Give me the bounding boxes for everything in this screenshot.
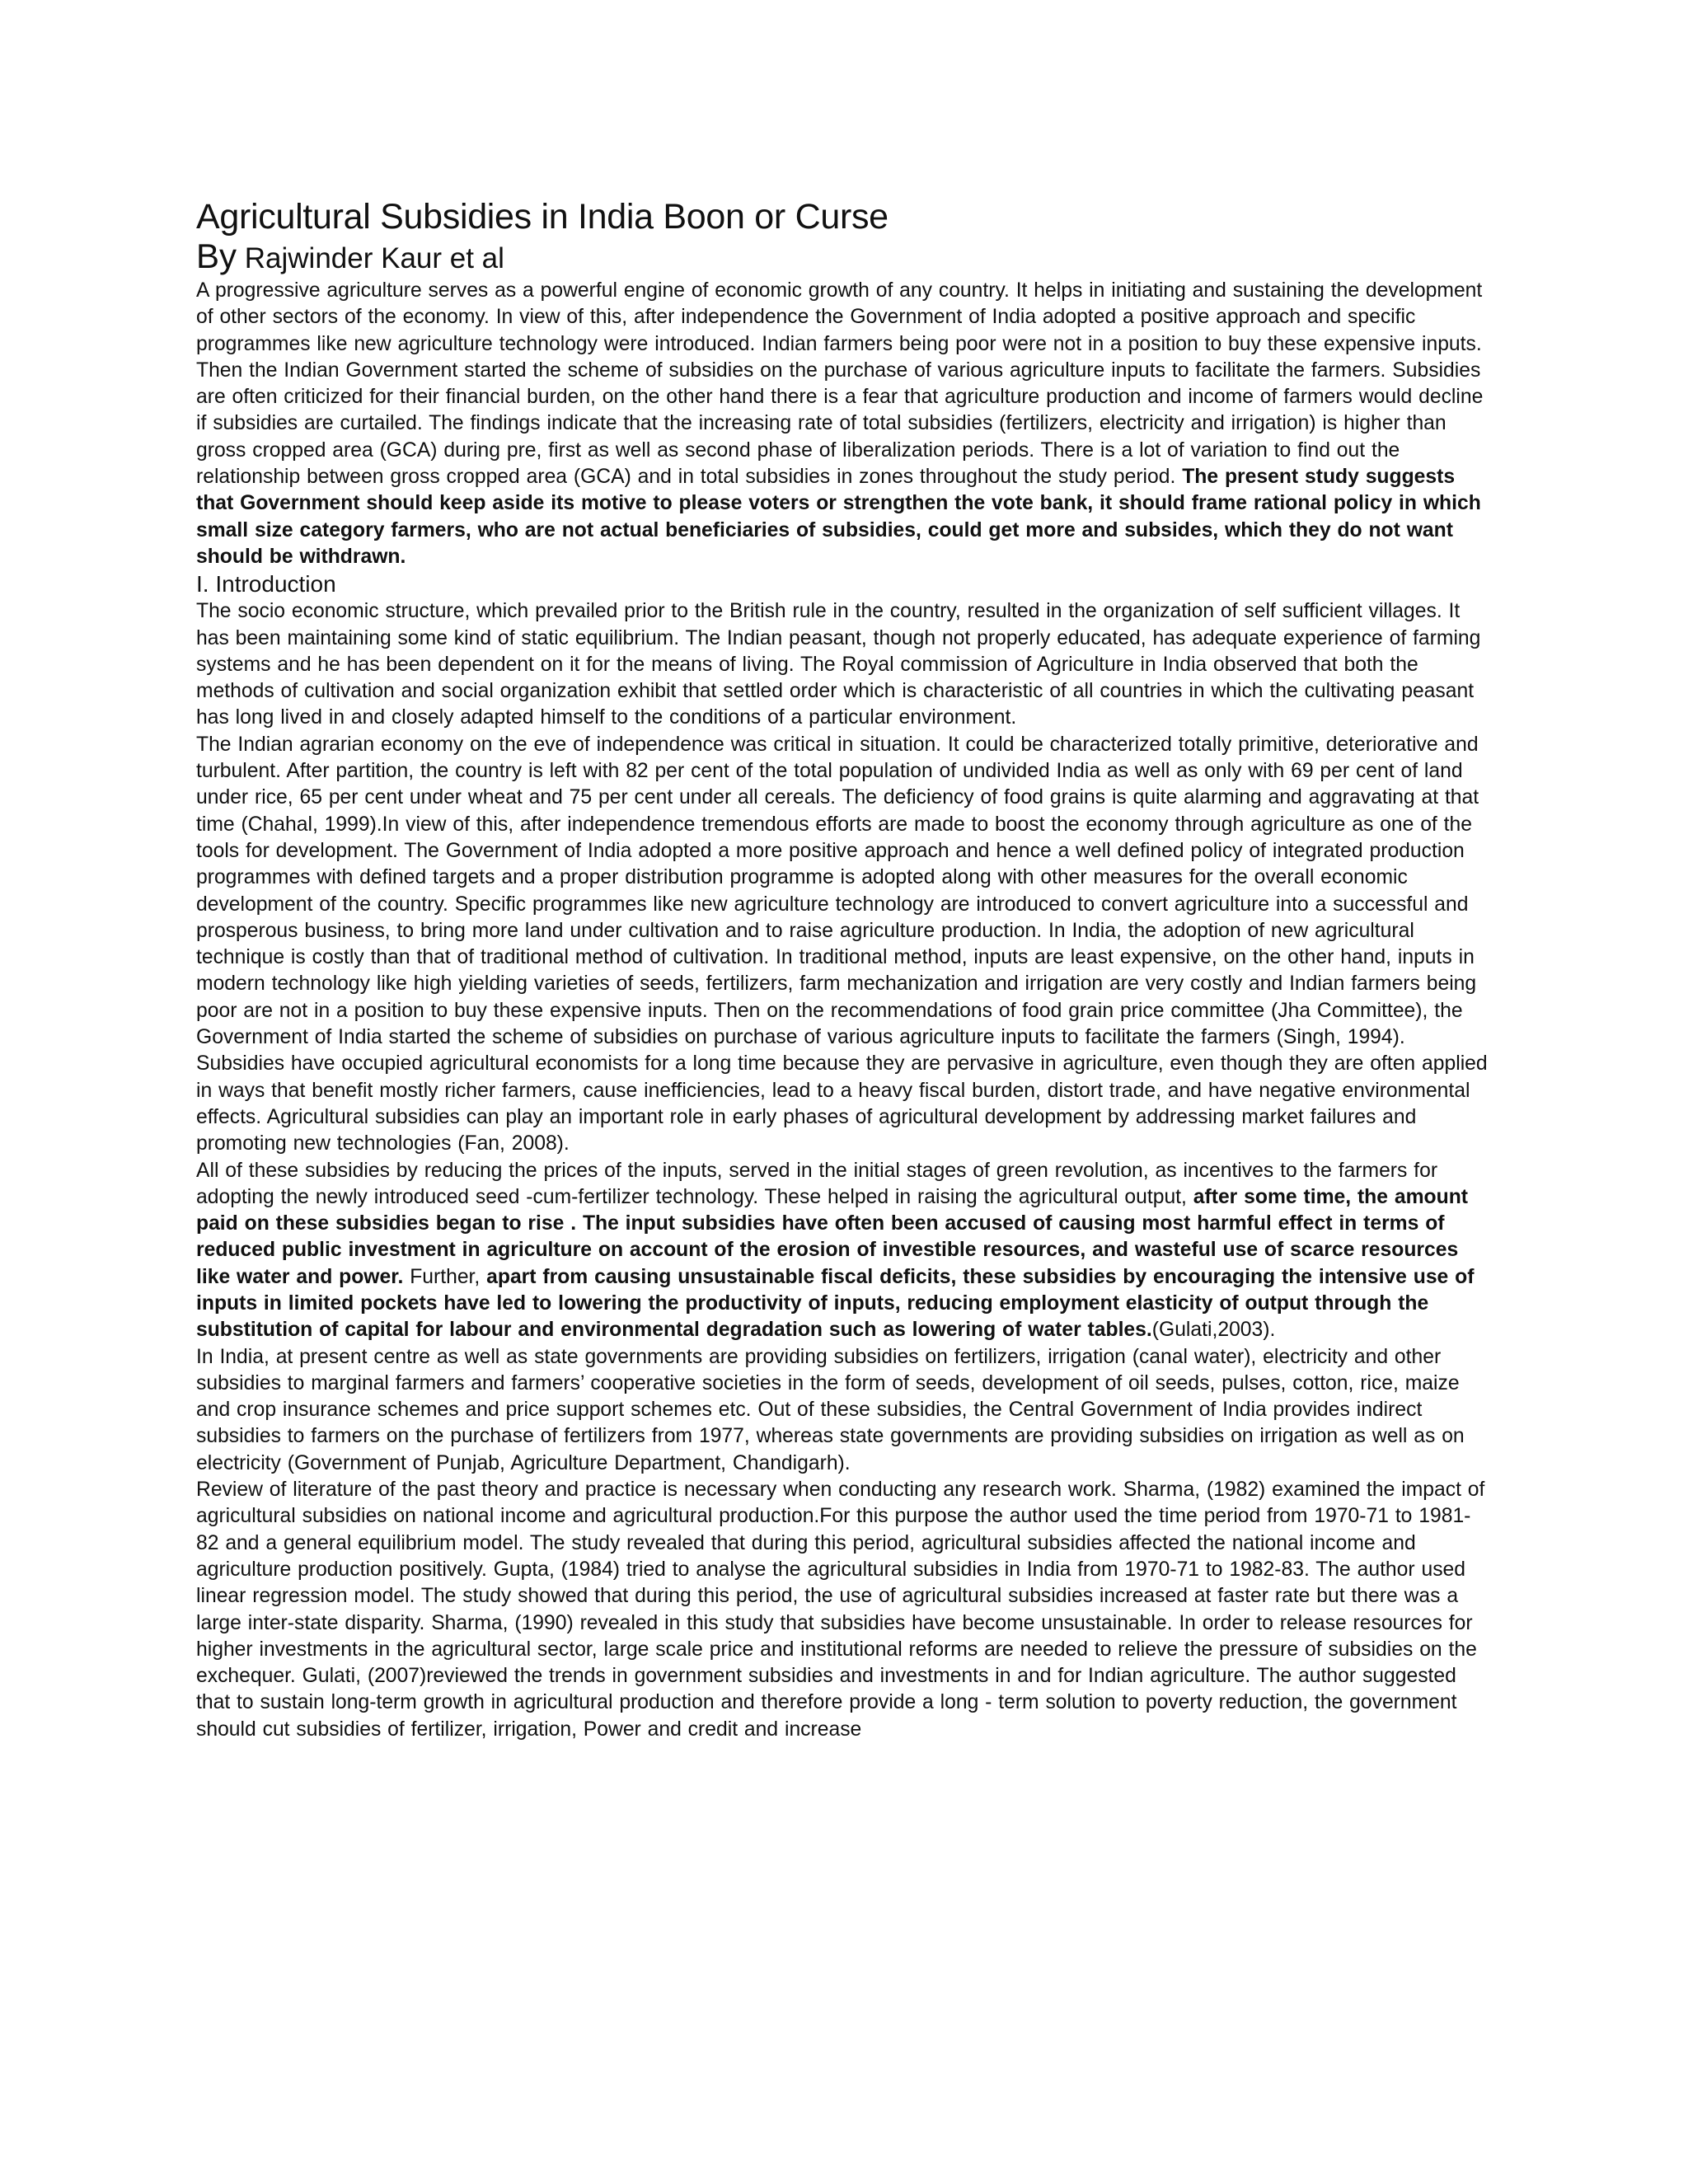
paragraph-2: The Indian agrarian economy on the eve of independence was critical in situation. It could be characterized totally primitive, deteriorative and turbulent. After partition, the country is left with 82 per cent of the total population of undivided India as well as only with 69 per cent of land under rice, 65 per cent under wheat and 75 per cent under all cereals. The deficiency of food grains is quite alarming and aggravating at that time (Chahal, 1999).In view of this, after independence tremendous efforts are made to boost the economy through agriculture as one of the tools for development. The Government of India adopted a more positive approach and hence a well defined policy of integrated production programmes with defined targets and a proper distribution programme is adopted along with other measures for the overall economic development of the country. Specific programmes like new agriculture technology are introduced to convert agriculture into a successful and prosperous business, to bring more land under cultivation and to raise agriculture production. In India, the adoption of new agricultural technique is costly than that of traditional method of cultivation. In traditional method, inputs are least expensive, on the other hand, inputs in modern technology like high yielding varieties of seeds, fertilizers, farm mechanization and irrigation are very costly and Indian farmers being poor are not in a position to buy these expensive inputs. Then on the recommendations of food grain price committee (Jha Committee), the Government of India started the scheme of subsidies on purchase of various agriculture inputs to facilitate the farmers (Singh, 1994). — [196, 733, 1479, 1049]
paragraph-4 — [196, 1158, 1492, 1344]
byline-by: By — [196, 237, 237, 275]
byline-authors: Rajwinder Kaur et al — [244, 242, 504, 274]
paragraph-4-text-a: All of these subsidies by reducing the prices of the inputs, served in the initial stages of green revolution, as incentives to the farmers for adopting the newly introduced seed -cum-fertilizer technology. These helped in raising the agricultural output, — [196, 1159, 1438, 1208]
paragraph-1: The socio economic structure, which prevailed prior to the British rule in the country, resulted in the organization of self sufficient villages. It has been maintaining some kind of static equilibrium. The Indian peasant, though not properly educated, has adequate experience of farming systems and he has been dependent on it for the means of living. The Royal commission of Agriculture in India observed that both the methods of cultivation and social organization exhibit that settled order which is characteristic of all countries in which the cultivating peasant has long lived in and closely adapted himself to the conditions of a particular environment. — [196, 600, 1481, 729]
document-page — [196, 196, 1492, 1743]
section-heading-introduction: I. Introduction — [196, 571, 336, 598]
byline — [196, 237, 1492, 278]
paragraph-4-citation: (Gulati,2003). — [1151, 1319, 1276, 1342]
paragraph-4-bold-b: after some time, the amount paid on these subsidies began to rise . The input subsidies have often been accused of causing most harmful effect in terms of reduced public investment in agriculture on account of the erosion of investible resources, and wasteful use of scarce resources like water and power. — [196, 1185, 1468, 1288]
abstract-bold-text: The present study suggests that Government should keep aside its motive to please voters or strengthen the vote bank, it should frame rational policy in which small size category farmers, who are not actual beneficiaries of subsidies, could get more and subsides, which they do not want should be withdrawn. — [196, 466, 1481, 568]
paragraph-6: Review of literature of the past theory and practice is necessary when conducting any research work. Sharma, (1982) examined the impact of agricultural subsidies on national income and agricultural production.For this purpose the author used the time period from 1970-71 to 1981-82 and a general equilibrium model. The study revealed that during this period, agricultural subsidies affected the national income and agriculture production positively. Gupta, (1984) tried to analyse the agricultural subsidies in India from 1970-71 to 1982-83. The author used linear regression model. The study showed that during this period, the use of agricultural subsidies increased at faster rate but there was a large inter-state disparity. Sharma, (1990) revealed in this study that subsidies have become unsustainable. In order to release resources for higher investments in the agricultural sector, large scale price and institutional reforms are needed to relieve the pressure of subsidies on the exchequer. Gulati, (2007)reviewed the trends in government subsidies and investments in and for Indian agriculture. The author suggested that to sustain long-term growth in agricultural production and therefore provide a long - term solution to poverty reduction, the government should cut subsidies of fertilizer, irrigation, Power and credit and increase — [196, 1479, 1485, 1741]
paper-title: Agricultural Subsidies in India Boon or Curse — [196, 197, 889, 237]
paragraph-3: Subsidies have occupied agricultural economists for a long time because they are pervasive in agriculture, even though they are often applied in ways that benefit mostly richer farmers, cause inefficiencies, lead to a heavy fiscal burden, distort trade, and have negative environmental effects. Agricultural subsidies can play an important role in early phases of agricultural development by addressing market failures and promoting new technologies (Fan, 2008). — [196, 1052, 1488, 1155]
paragraph-4-text-c: Further, — [403, 1265, 487, 1288]
paragraph-4-bold-d: apart from causing unsustainable fiscal deficits, these subsidies by encouraging the intensive use of inputs in limited pockets have led to lowering the productivity of inputs, reducing employment elasticity of output through the substitution of capital for labour and environmental degradation such as lowering of water tables. — [196, 1265, 1475, 1342]
paragraph-5: In India, at present centre as well as state governments are providing subsidies on fertilizers, irrigation (canal water), electricity and other subsidies to marginal farmers and farmers’ cooperative societies in the form of seeds, development of oil seeds, pulses, cotton, rice, maize and crop insurance schemes and price support schemes etc. Out of these subsidies, the Central Government of India provides indirect subsidies to farmers on the purchase of fertilizers from 1977, whereas state governments are providing subsidies on irrigation as well as on electricity (Government of Punjab, Agriculture Department, Chandigarh). — [196, 1345, 1465, 1474]
abstract-paragraph — [196, 278, 1492, 570]
abstract-text: A progressive agriculture serves as a powerful engine of economic growth of any country. It helps in initiating and sustaining the development of other sectors of the economy. In view of this, after independence the Government of India adopted a positive approach and specific programmes like new agriculture technology were introduced. Indian farmers being poor were not in a position to buy these expensive inputs. Then the Indian Government started the scheme of subsidies on the purchase of various agriculture inputs to facilitate the farmers. Subsidies are often criticized for their financial burden, on the other hand there is a fear that agriculture production and income of farmers would decline if subsidies are curtailed. The findings indicate that the increasing rate of total subsidies (fertilizers, electricity and irrigation) is higher than gross cropped area (GCA) during pre, first as well as second phase of liberalization periods. There is a lot of variation to find out the relationship between gross cropped area (GCA) and in total subsidies in zones throughout the study period. — [196, 279, 1484, 489]
